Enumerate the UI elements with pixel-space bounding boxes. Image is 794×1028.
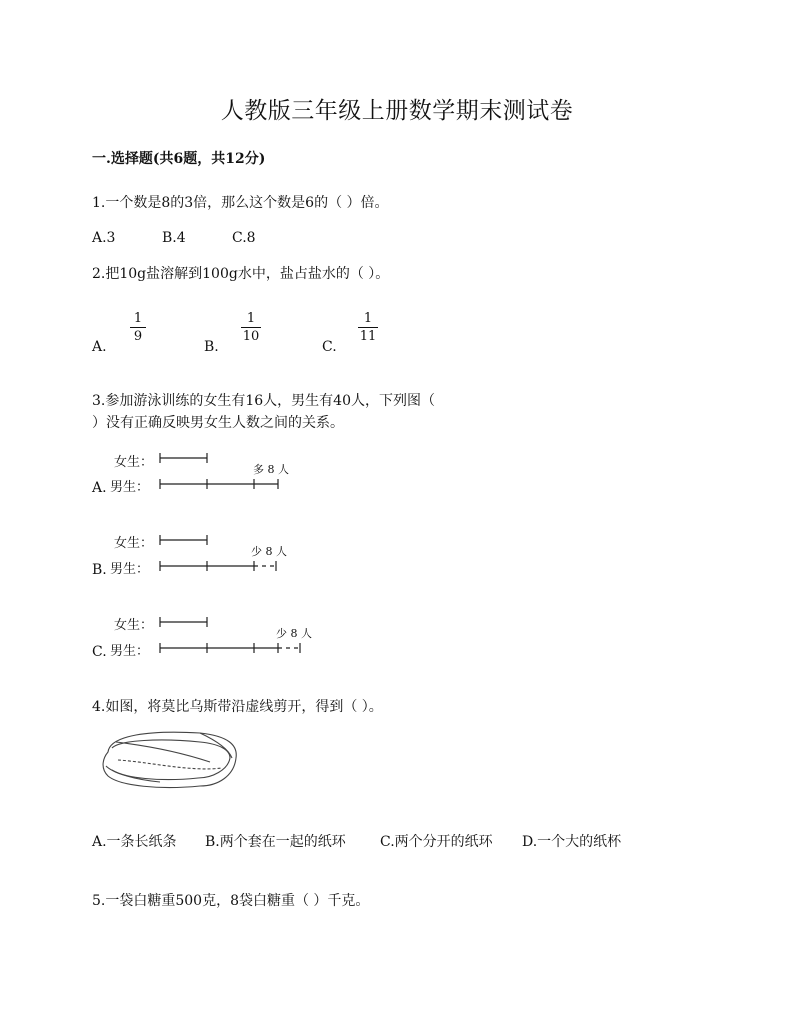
q1-option-a: A.3: [92, 230, 116, 246]
q2-option-a-letter: A.: [92, 339, 107, 355]
q4-option-b: B.两个套在一起的纸环: [205, 834, 346, 850]
q2-b-denominator: 10: [242, 329, 260, 344]
q3-b-boy-segment: [160, 561, 276, 571]
q2-a-numerator: 1: [133, 311, 143, 326]
q3-c-girl-label: 女生：: [114, 618, 154, 633]
section-heading: 一.选择题(共6题，共12分): [92, 151, 266, 167]
q3-c-girl-segment: [160, 617, 207, 627]
mobius-strip-icon: [103, 732, 236, 787]
q2-option-c-letter: C.: [322, 339, 337, 355]
q3-c-boy-label: 男生：: [110, 644, 150, 659]
q3-option-c-letter: C.: [92, 644, 107, 660]
page-title: 人教版三年级上册数学期末测试卷: [220, 98, 574, 124]
q4-option-c: C.两个分开的纸环: [380, 834, 493, 850]
q3-b-boy-label: 男生：: [110, 562, 150, 577]
q1-option-c: C.8: [232, 230, 256, 246]
q3-a-boy-label: 男生：: [110, 480, 150, 495]
question-4-text: 4.如图，将莫比乌斯带沿虚线剪开，得到（ ）。: [92, 699, 383, 715]
question-2-text: 2.把10g盐溶解到100g水中，盐占盐水的（ ）。: [92, 266, 390, 282]
q2-b-numerator: 1: [246, 311, 256, 326]
q2-c-denominator: 11: [359, 329, 377, 344]
q3-b-girl-segment: [160, 535, 207, 545]
q3-a-girl-segment: [160, 453, 207, 463]
question-3-line-2: ）没有正确反映男女生人数之间的关系。: [92, 415, 344, 431]
q3-c-boy-segment: [160, 643, 300, 653]
q3-c-note: 少 8 人: [276, 627, 312, 640]
q3-a-boy-segment: [160, 479, 278, 489]
q2-c-numerator: 1: [363, 311, 373, 326]
q2-option-b-letter: B.: [204, 339, 219, 355]
question-5-text: 5.一袋白糖重500克，8袋白糖重（ ）千克。: [92, 893, 370, 909]
q3-a-note: 多 8 人: [253, 463, 289, 476]
question-3-line-1: 3.参加游泳训练的女生有16人，男生有40人，下列图（: [92, 393, 435, 409]
q3-option-b-letter: B.: [92, 562, 107, 578]
q1-option-b: B.4: [162, 230, 186, 246]
q4-option-a: A.一条长纸条: [92, 834, 177, 850]
q4-option-d: D.一个大的纸杯: [522, 834, 622, 850]
q2-a-denominator: 9: [133, 329, 143, 344]
q3-b-girl-label: 女生：: [114, 536, 154, 551]
question-1-text: 1.一个数是8的3倍，那么这个数是6的（ ）倍。: [92, 195, 389, 211]
q3-option-a-letter: A.: [92, 480, 107, 496]
q3-b-note: 少 8 人: [251, 545, 287, 558]
q3-a-girl-label: 女生：: [114, 455, 154, 470]
